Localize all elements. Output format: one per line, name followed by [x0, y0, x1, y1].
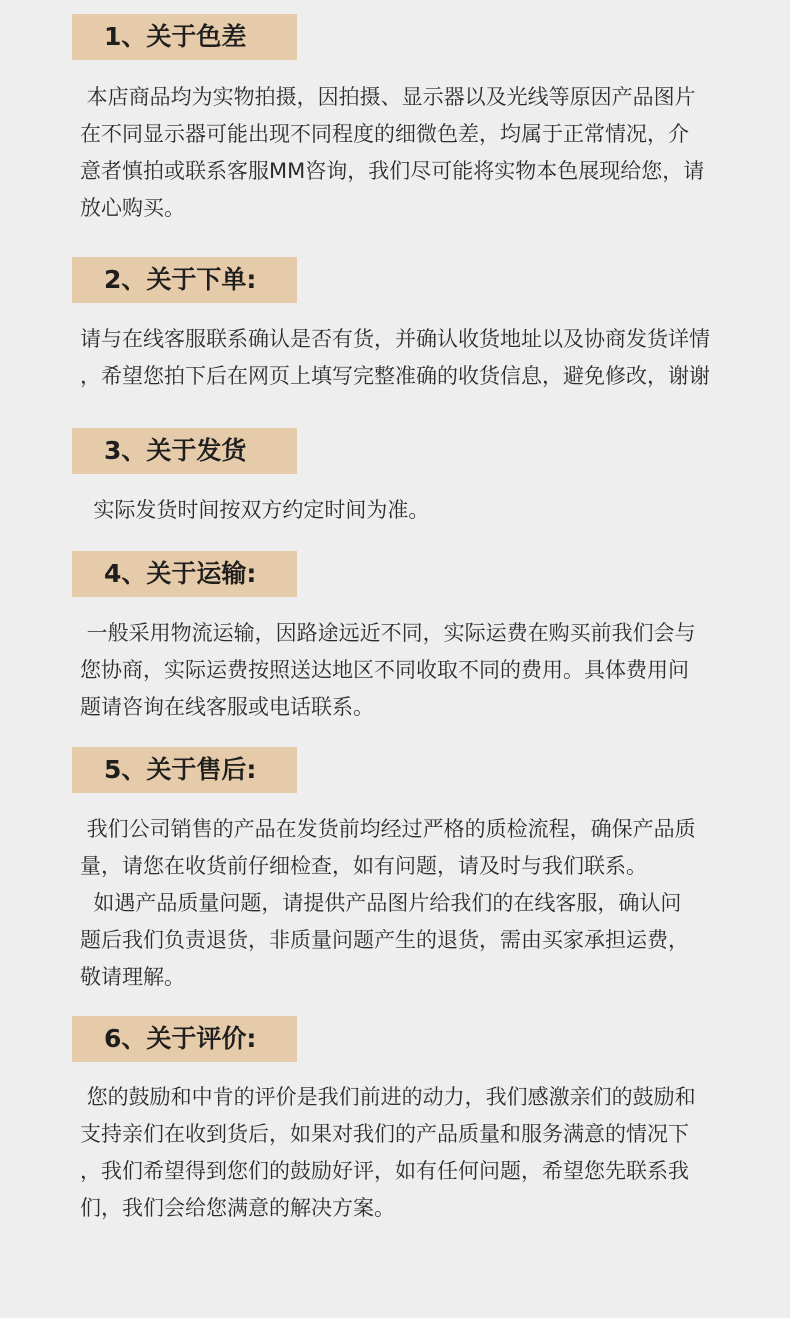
section-4-line-3: 题请咨询在线客服或电话联系。: [80, 695, 374, 719]
section-3-line-1: 实际发货时间按双方约定时间为准。: [80, 498, 430, 522]
section-5-body: [80, 811, 760, 996]
section-2-body: [80, 321, 760, 395]
section-6-line-1: 您的鼓励和中肯的评价是我们前进的动力，我们感激亲们的鼓励和: [80, 1085, 696, 1109]
section-1-line-2: 在不同显示器可能出现不同程度的细微色差，均属于正常情况，介: [80, 122, 689, 146]
section-5-line-1: 我们公司销售的产品在发货前均经过严格的质检流程，确保产品质: [80, 817, 696, 841]
section-6-line-2: 支持亲们在收到货后，如果对我们的产品质量和服务满意的情况下: [80, 1122, 689, 1146]
section-5-title: 5、关于售后:: [72, 747, 297, 793]
section-2-line-1: 请与在线客服联系确认是否有货，并确认收货地址以及协商发货详情: [80, 327, 710, 351]
section-5-line-5: 敬请理解。: [80, 965, 185, 989]
section-5-line-4: 题后我们负责退货，非质量问题产生的退货，需由买家承担运费，: [80, 928, 689, 952]
section-3-title: 3、关于发货: [72, 428, 297, 474]
section-4-body: [80, 615, 760, 726]
section-5-line-2: 量，请您在收货前仔细检查，如有问题，请及时与我们联系。: [80, 854, 647, 878]
section-6-body: [80, 1079, 760, 1227]
section-1-line-3: 意者慎拍或联系客服MM咨询，我们尽可能将实物本色展现给您，请: [80, 159, 705, 183]
section-4-title: 4、关于运输:: [72, 551, 297, 597]
section-1-line-1: 本店商品均为实物拍摄，因拍摄、显示器以及光线等原因产品图片: [80, 85, 696, 109]
section-1-title: 1、关于色差: [72, 14, 297, 60]
section-4-line-2: 您协商，实际运费按照送达地区不同收取不同的费用。具体费用问: [80, 658, 689, 682]
section-5-line-3: 如遇产品质量问题，请提供产品图片给我们的在线客服，确认问: [80, 891, 682, 915]
section-2-title: 2、关于下单:: [72, 257, 297, 303]
section-6-line-4: 们，我们会给您满意的解决方案。: [80, 1196, 395, 1220]
section-4-line-1: 一般采用物流运输，因路途远近不同，实际运费在购买前我们会与: [80, 621, 696, 645]
section-1-body: [80, 79, 760, 227]
section-3-body: [80, 492, 760, 529]
section-2-line-2: ，希望您拍下后在网页上填写完整准确的收货信息，避免修改，谢谢: [80, 364, 710, 388]
section-6-line-3: ，我们希望得到您们的鼓励好评，如有任何问题，希望您先联系我: [80, 1159, 689, 1183]
section-6-title: 6、关于评价:: [72, 1016, 297, 1062]
section-1-line-4: 放心购买。: [80, 196, 185, 220]
